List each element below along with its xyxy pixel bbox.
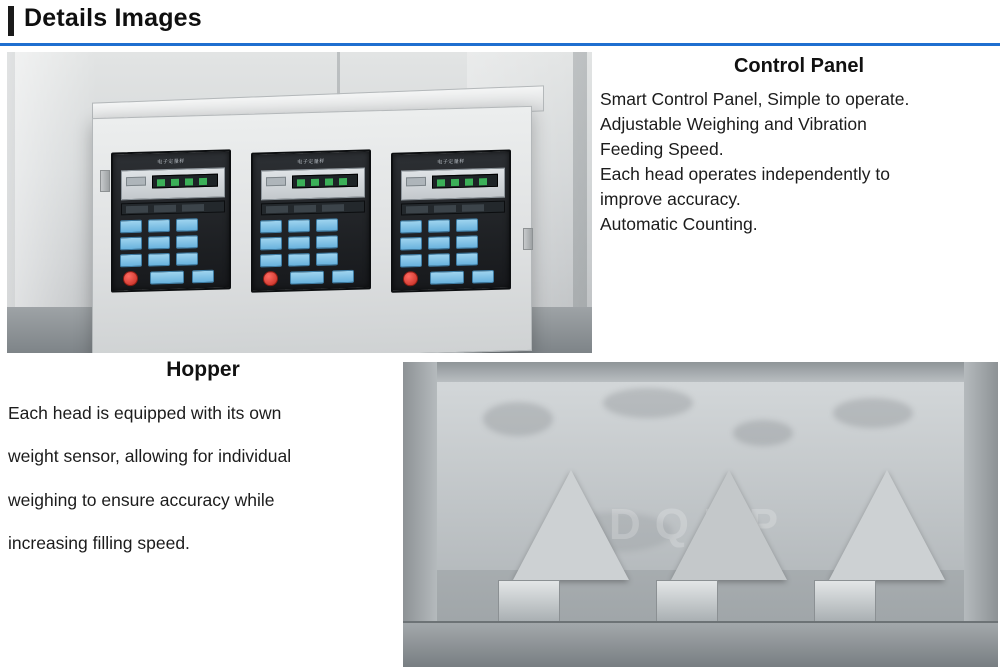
description-line: Feeding Speed.: [600, 139, 724, 159]
hopper-right-wall: [964, 362, 998, 629]
digit-readout: [292, 174, 358, 189]
hopper-photo: [403, 362, 998, 667]
discharge-chute: [814, 580, 876, 622]
hopper-top-rim: [403, 362, 998, 382]
controller-label: 电子定量秤: [297, 158, 325, 166]
control-panel-description: [600, 87, 998, 237]
hopper-base-frame: [403, 621, 998, 667]
description-line: Automatic Counting.: [600, 214, 758, 234]
controller-keypad[interactable]: [120, 217, 226, 288]
description-line: weighing to ensure accuracy while: [8, 489, 275, 510]
discharge-chute: [498, 580, 560, 622]
discharge-chute: [656, 580, 718, 622]
page-header: [0, 0, 1000, 46]
control-panel-photo: [7, 52, 592, 353]
hopper-description: [8, 400, 398, 557]
description-line: weight sensor, allowing for individual: [8, 446, 292, 466]
hopper-left-wall: [403, 362, 437, 629]
digit-readout: [432, 174, 498, 189]
surface-stain: [833, 398, 913, 428]
description-line: increasing filling speed.: [8, 533, 190, 553]
controller-display: [401, 168, 505, 201]
hinge-icon: [523, 228, 533, 250]
surface-stain: [483, 402, 553, 436]
header-divider: [0, 43, 1000, 46]
display-tag: [406, 177, 426, 187]
hopper-divider-baffle: [829, 470, 945, 580]
description-line: improve accuracy.: [600, 189, 741, 209]
description-line: Smart Control Panel, Simple to operate.: [600, 89, 910, 109]
controller-indicator-strip: [401, 201, 505, 216]
controller-keypad[interactable]: [400, 218, 506, 289]
controller-label: 电子定量秤: [157, 158, 185, 166]
controller-label: 电子定量秤: [437, 158, 465, 166]
watermark: DQNP: [608, 500, 793, 549]
surface-stain: [603, 388, 693, 418]
hopper-divider-baffle: [513, 470, 629, 580]
weighing-controller[interactable]: [251, 149, 371, 292]
controllers-group: [107, 141, 517, 297]
weighing-controller[interactable]: [111, 149, 231, 292]
control-panel-text-block: [600, 52, 998, 353]
hopper-text-block: [8, 358, 398, 574]
description-line: Each head operates independently to: [600, 164, 890, 184]
display-tag: [126, 177, 146, 187]
description-line: Each head is equipped with its own: [8, 402, 282, 423]
controller-keypad[interactable]: [260, 217, 366, 288]
header-accent-bar: [8, 6, 14, 36]
control-panel-heading: Control Panel: [733, 55, 864, 77]
page-title: Details Images: [24, 4, 202, 32]
hopper-heading: Hopper: [166, 358, 240, 381]
controller-display: [261, 168, 365, 201]
controller-display: [121, 167, 225, 200]
surface-stain: [733, 420, 793, 446]
digit-readout: [152, 174, 218, 189]
controller-indicator-strip: [121, 200, 225, 215]
description-line: Adjustable Weighing and Vibration: [600, 114, 867, 134]
weighing-controller[interactable]: [391, 149, 511, 292]
controller-indicator-strip: [261, 201, 365, 216]
hopper-divider-baffle: [671, 470, 787, 580]
display-tag: [266, 177, 286, 187]
